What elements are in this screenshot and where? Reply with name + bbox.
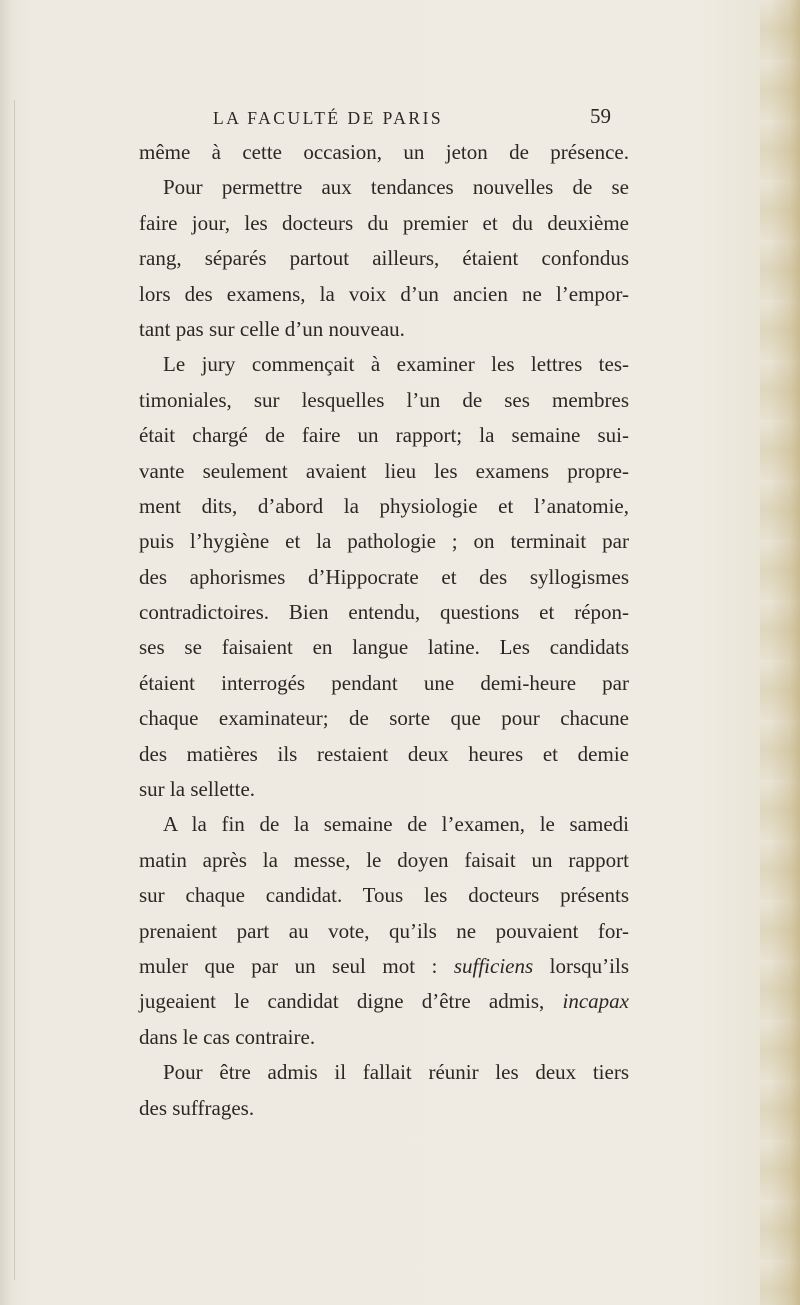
text-segment: lorsqu’ils (533, 953, 629, 978)
text-line: sur chaque candidat. Tous les docteurs présents (139, 883, 629, 908)
text-line: était chargé de faire un rapport; la semaine sui- (139, 423, 629, 448)
text-line: chaque examinateur; de sorte que pour chacune (139, 706, 629, 731)
text-line: étaient interrogés pendant une demi-heure par (139, 670, 629, 695)
text-line-paragraph-end: sur la sellette. (139, 777, 256, 802)
italic-term-sufficiens: sufficiens (453, 953, 534, 978)
text-segment: muler que par un seul mot : (139, 953, 454, 978)
text-line-paragraph-end: tant pas sur celle d’un nouveau. (139, 316, 405, 341)
text-line-paragraph-start: Pour permettre aux tendances nouvelles de se (163, 175, 629, 200)
text-line: prenaient part au vote, qu’ils ne pouvaient for- (139, 918, 629, 943)
text-line: des aphorismes d’Hippocrate et des syllogismes (139, 564, 629, 589)
text-line-paragraph-start: A la fin de la semaine de l’examen, le samedi (163, 812, 629, 837)
text-line-paragraph-end: dans le cas contraire. (139, 1024, 316, 1049)
text-line: puis l’hygiène et la pathologie ; on terminait par (139, 529, 629, 554)
italic-term-incapax: incapax (562, 989, 629, 1014)
page-header (0, 98, 800, 130)
text-line-paragraph-start: Le jury commençait à examiner les lettres tes- (163, 352, 629, 377)
page-edge-foxing (760, 0, 800, 1305)
text-line: vante seulement avaient lieu les examens propre- (139, 458, 629, 483)
text-line-with-italic (139, 949, 629, 984)
text-segment: jugeaient le candidat digne d’être admis, (139, 989, 563, 1014)
page-gutter-shadow (0, 0, 14, 1305)
text-line: matin après la messe, le doyen faisait un rapport (139, 847, 629, 872)
text-line: rang, séparés partout ailleurs, étaient confondus (139, 246, 629, 271)
text-line-with-italic (139, 984, 629, 1019)
text-line: ment dits, d’abord la physiologie et l’anatomie, (139, 493, 629, 518)
gutter-rule (14, 100, 15, 1280)
running-head: LA FACULTÉ DE PARIS (213, 108, 444, 128)
text-line-paragraph-end: des suffrages. (139, 1095, 255, 1120)
page-number: 59 (590, 104, 611, 128)
text-line: contradictoires. Bien entendu, questions et répon- (139, 600, 629, 625)
text-line: faire jour, les docteurs du premier et du deuxième (139, 210, 629, 235)
text-line: des matières ils restaient deux heures et demie (139, 741, 629, 766)
text-line: ses se faisaient en langue latine. Les candidats (139, 635, 629, 660)
text-line: même à cette occasion, un jeton de présence. (139, 140, 629, 164)
text-line-paragraph-start: Pour être admis il fallait réunir les deux tiers (163, 1060, 629, 1085)
body-text (139, 135, 629, 1126)
text-line: lors des examens, la voix d’un ancien ne l’empor- (139, 281, 629, 306)
text-line: timoniales, sur lesquelles l’un de ses membres (139, 387, 629, 412)
